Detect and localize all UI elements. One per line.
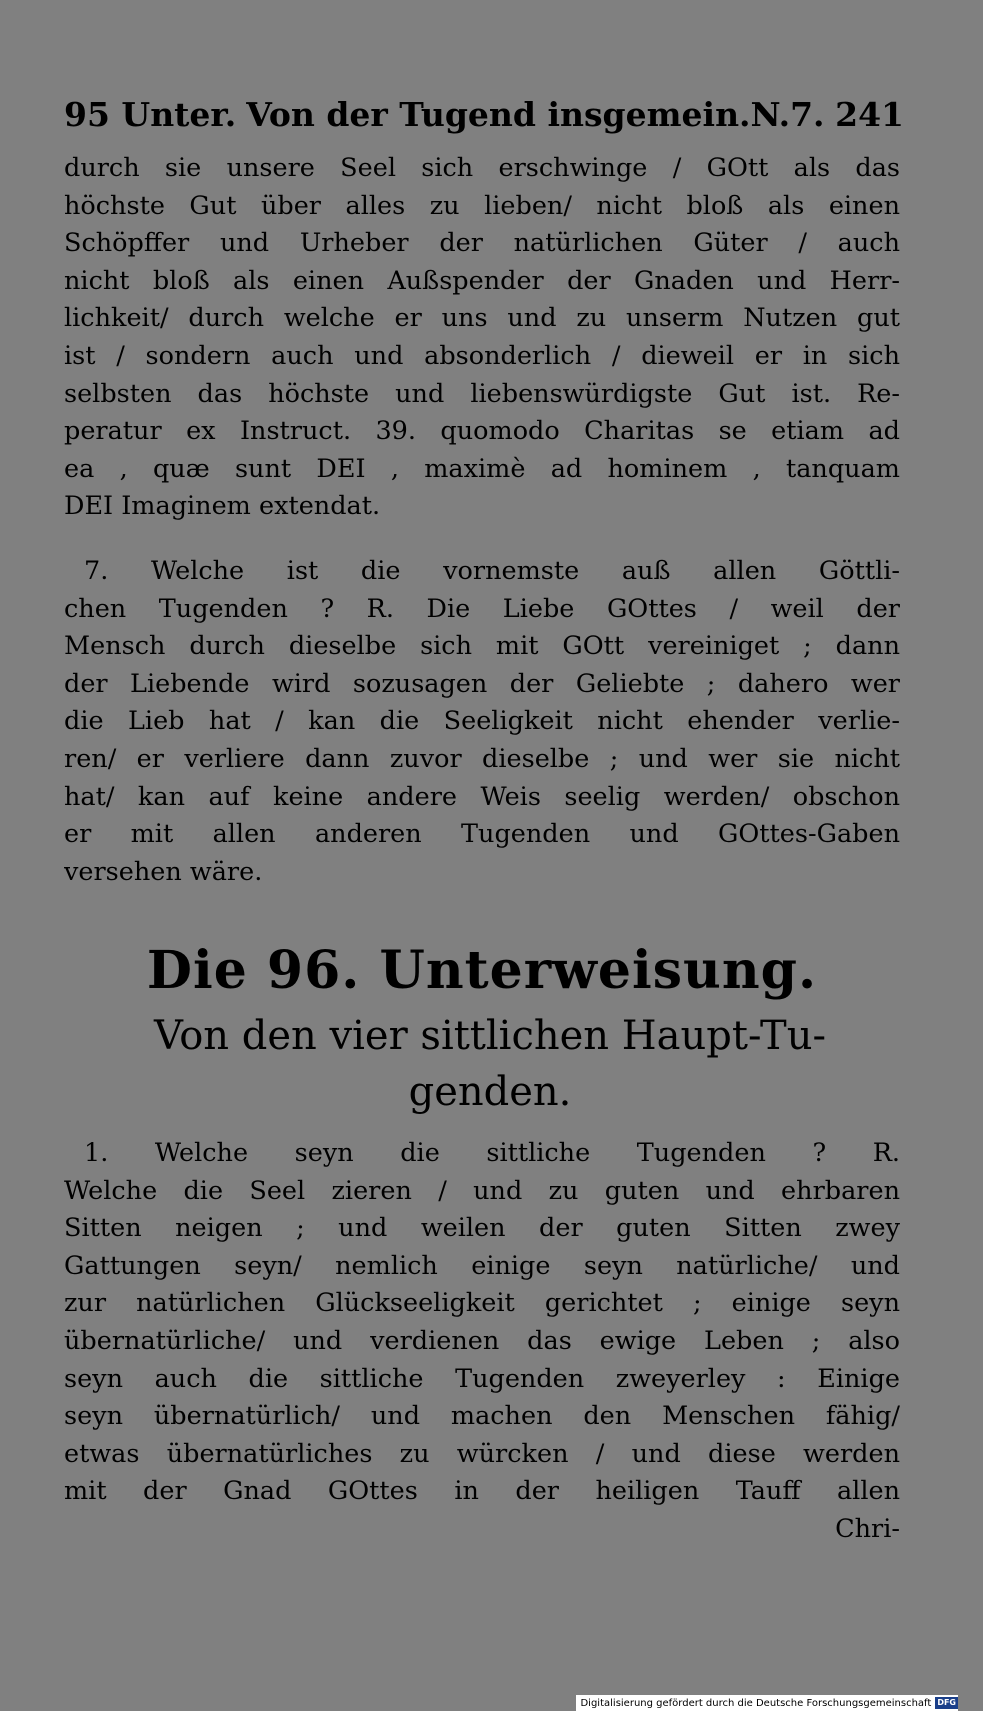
text-line: versehen wäre. <box>64 856 263 887</box>
text-line: mit der Gnad GOttes in der heiligen Tauff allen <box>64 1476 900 1507</box>
text-line: ren/ er verliere dann zuvor dieselbe ; und wer sie nicht <box>64 743 900 774</box>
text-line: ist / sondern auch und absonderlich / dieweil er in sich <box>64 340 900 371</box>
text-line: Schöpffer und Urheber der natürlichen Güter / auch <box>64 228 900 259</box>
text-line: der Liebende wird sozusagen der Geliebte ; dahero wer <box>64 668 900 699</box>
text-line: nicht bloß als einen Außspender der Gnaden und Herr- <box>64 265 900 296</box>
footer-credit <box>576 1695 958 1711</box>
text-line: peratur ex Instruct. 39. quomodo Charitas se etiam ad <box>64 416 900 447</box>
text-line: durch sie unsere Seel sich erschwinge / GOtt als das <box>64 153 900 183</box>
text-line: chen Tugenden ? R. Die Liebe GOttes / weil der <box>64 593 900 624</box>
chapter-subheading <box>110 1008 870 1120</box>
text-line: selbsten das höchste und liebenswürdigste Gut ist. Re- <box>64 378 900 409</box>
text-line: die Lieb hat / kan die Seeligkeit nicht ehender verlie- <box>64 706 900 737</box>
running-head-section: 95 Unter. <box>64 95 237 134</box>
text-line: 7. Welche ist die vornemste auß allen Göttli- <box>84 556 900 586</box>
paragraph-continued <box>64 150 900 526</box>
text-line: etwas übernatürliches zu würcken / und diese werden <box>64 1438 900 1469</box>
text-line: höchste Gut über alles zu lieben/ nicht bloß als einen <box>64 190 900 221</box>
text-line: Gattungen seyn/ nemlich einige seyn natürliche/ und <box>64 1250 900 1281</box>
subheading-line: Von den vier sittlichen Haupt-Tu- <box>153 1013 826 1059</box>
text-line: DEI Imaginem extendat. <box>64 491 381 522</box>
text-line: er mit allen anderen Tugenden und GOttes-Gaben <box>64 819 900 850</box>
text-line: hat/ kan auf keine andere Weis seelig werden/ obschon <box>64 781 900 812</box>
question-1-paragraph <box>64 1135 900 1549</box>
text-line: 1. Welche seyn die sittliche Tugenden ? R. <box>84 1138 900 1168</box>
page-number: 241 <box>835 95 904 134</box>
dfg-logo-icon: DFG <box>937 1698 956 1707</box>
text-line: Sitten neigen ; und weilen der guten Sitten zwey <box>64 1213 900 1244</box>
chapter-heading: Die 96. Unterweisung. <box>146 940 818 1001</box>
text-line: seyn auch die sittliche Tugenden zweyerley : Einige <box>64 1363 900 1394</box>
text-line: übernatürliche/ und verdienen das ewige Leben ; also <box>64 1325 900 1356</box>
text-line: seyn übernatürlich/ und machen den Menschen fähig/ <box>64 1401 900 1432</box>
text-line: lichkeit/ durch welche er uns und zu unserm Nutzen gut <box>64 303 900 334</box>
running-head-title: Von der Tugend insgemein.N.7. <box>246 95 825 134</box>
text-line: Welche die Seel zieren / und zu guten und ehrbaren <box>64 1175 900 1206</box>
subheading-line: genden. <box>408 1069 572 1115</box>
text-line: zur natürlichen Glückseeligkeit gerichtet ; einige seyn <box>64 1288 900 1319</box>
text-line: ea , quæ sunt DEI , maximè ad hominem , tanquam <box>64 453 900 484</box>
text-line: Mensch durch dieselbe sich mit GOtt vereiniget ; dann <box>64 631 900 662</box>
question-7-paragraph <box>64 553 900 891</box>
running-head <box>64 95 904 141</box>
footer-credit-text: Digitalisierung gefördert durch die Deutsche Forschungsgemeinschaft <box>580 1697 932 1709</box>
catchword: Chri- <box>835 1513 900 1544</box>
